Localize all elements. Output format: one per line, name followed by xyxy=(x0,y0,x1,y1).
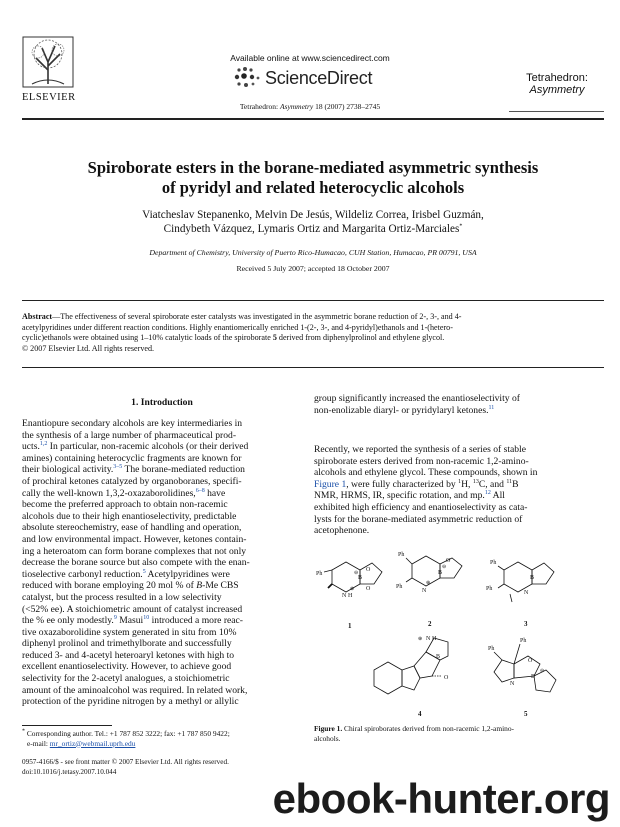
abstract-bottom-rule xyxy=(22,367,604,368)
sciencedirect-logo xyxy=(233,66,393,92)
atom-label: Ph xyxy=(316,571,323,577)
authors xyxy=(22,208,604,236)
watermark: ebook-hunter.org xyxy=(272,775,610,822)
title-line-1: Spiroborate esters in the borane-mediated asymmetric synthesis xyxy=(87,158,539,177)
journal-name xyxy=(512,72,602,96)
charge-plus: ⊕ xyxy=(426,581,431,586)
abstract-compound-ref: 5 xyxy=(272,333,277,343)
atom-label: O xyxy=(528,658,533,664)
journal-name-line2: Asymmetry xyxy=(529,84,585,96)
journal-name-line1: Tetrahedron: xyxy=(526,72,588,84)
header-divider xyxy=(22,118,604,120)
email-link[interactable]: mr_ortiz@webmail.uprh.edu xyxy=(49,738,136,748)
journal-underline xyxy=(509,111,604,112)
right-paragraph-1: group significantly increased the enantioselectivity of non-enolizable diaryl- or pyridylaryl ketones.$^{11}$ xyxy=(314,393,520,416)
atom-label: H xyxy=(348,593,353,599)
available-online-text: Available online at www.sciencedirect.com xyxy=(230,53,390,63)
citation-prefix: Tetrahedron: xyxy=(239,102,280,111)
abstract-line-1: —The effectiveness of several spiroborate ester catalysts was investigated in the asymmetric borane reduction of 2-, 3-, and 4- xyxy=(52,312,462,321)
publisher-name: ELSEVIER xyxy=(22,92,76,103)
atom-label: B xyxy=(436,654,441,660)
compound-label-3: 3 xyxy=(524,620,528,628)
figure-caption-label: Figure 1. xyxy=(314,724,343,733)
atom-label: B xyxy=(358,575,363,581)
figure-1-caption: Figure 1. Chiral spiroborates derived from non-racemic 1,2-amino- alcohols. xyxy=(314,724,514,743)
footnote: * Corresponding author. Tel.: +1 787 852 3222; fax: +1 787 850 9422; e-mail: mr_ortiz@webmail.uprh.edu xyxy=(22,728,230,748)
ref-link[interactable]: 12 xyxy=(484,490,491,497)
abstract-line-3c: derived from diphenylprolinol and ethylene glycol. xyxy=(276,333,445,343)
elsevier-logo xyxy=(22,36,76,103)
compound-2-structure xyxy=(406,556,462,586)
section-heading-introduction: 1. Introduction xyxy=(131,397,193,408)
authors-line-2: Cindybeth Vázquez, Lymaris Ortiz and Margarita Ortiz-Marciales* xyxy=(163,223,463,235)
elsevier-tree-icon xyxy=(22,36,74,88)
atom-label: N xyxy=(524,590,529,596)
abstract-line-2: acetylpyridines under different reaction conditions. Highly enantiomerically enriched 1-(2-, 3-, and 4-pyridyl)ethanols and 1-(hetero- xyxy=(22,322,453,332)
charge-minus: ⊖ xyxy=(354,571,359,576)
figure-1-link[interactable]: Figure 1 xyxy=(314,478,347,490)
compound-4-structure xyxy=(374,638,448,694)
ref-link[interactable]: 11 xyxy=(488,404,495,411)
atom-label: Ph xyxy=(490,560,497,566)
compound-label-4: 4 xyxy=(418,710,422,718)
atom-label: O xyxy=(444,675,449,681)
doi-line: doi:10.1016/j.tetasy.2007.10.044 xyxy=(22,768,117,776)
abstract-copyright: © 2007 Elsevier Ltd. All rights reserved. xyxy=(22,343,155,353)
ref-link[interactable]: 6–8 xyxy=(195,487,205,494)
ref-link[interactable]: 3–5 xyxy=(113,464,123,471)
atom-label: O xyxy=(366,567,371,573)
atom-label: O xyxy=(446,558,451,564)
compound-3-structure xyxy=(498,562,554,602)
charge-minus: ⊖ xyxy=(442,565,447,570)
compound-5-structure xyxy=(494,644,556,692)
atom-label: Ph xyxy=(486,586,493,592)
abstract xyxy=(22,312,604,354)
footnote-rule xyxy=(22,725,112,726)
ref-link[interactable]: 5 xyxy=(142,568,146,575)
atom-label: Ph xyxy=(398,552,405,558)
atom-label: Ph xyxy=(520,638,527,644)
ref-link[interactable]: 1,2 xyxy=(39,441,48,447)
citation-suffix: 18 (2007) 2738–2745 xyxy=(313,102,381,111)
atom-label: Ph xyxy=(488,646,495,652)
issn-line: 0957-4166/$ - see front matter © 2007 Elsevier Ltd. All rights reserved. xyxy=(22,758,229,766)
atom-label: N xyxy=(426,636,431,642)
abstract-line-3a: cyclic)ethanols were obtained using 1–10% catalytic loads of the spiroborate xyxy=(22,333,273,343)
citation-line xyxy=(170,102,450,111)
article-title xyxy=(22,158,604,198)
ref-link[interactable]: 9 xyxy=(113,614,117,621)
atom-label: H xyxy=(432,636,437,642)
abstract-label: Abstract xyxy=(22,312,53,321)
compound-label-2: 2 xyxy=(428,620,432,628)
ref-link[interactable]: 10 xyxy=(143,614,150,621)
atom-label: N xyxy=(422,588,427,594)
citation-journal: Asymmetry xyxy=(279,102,314,111)
title-line-2: of pyridyl and related heterocyclic alcohols xyxy=(161,178,465,197)
figure-1-structures xyxy=(314,548,604,720)
authors-line-1: Viatcheslav Stepanenko, Melvin De Jesús, Wildeliz Correa, Irisbel Guzmán, xyxy=(142,209,484,221)
charge-minus: ⊖ xyxy=(540,669,545,674)
atom-label: B xyxy=(438,570,443,576)
compound-label-1: 1 xyxy=(348,622,352,630)
right-paragraph-2: Recently, we reported the synthesis of a series of stable spiroborate esters derived from non-racemic 1,2-amino- alcohols and ethylene glycol. These compounds, shown in Figure 1, were fully characterized by $^1$H, $^{13}$C, and $^{11}$B NMR, HRMS, IR, specific rotation, and mp.$^{12}$ All exhibited high efficiency and enantioselectivity as cata- lysts for the borane-mediated asymmetric reduction of acetophenone. xyxy=(314,444,538,537)
received-dates: Received 5 July 2007; accepted 18 October 2007 xyxy=(236,264,390,273)
sciencedirect-brand: ScienceDirect xyxy=(265,68,373,88)
atom-label: N xyxy=(342,593,347,599)
compound-label-5: 5 xyxy=(524,710,528,718)
introduction-text: Enantiopure secondary alcohols are key intermediaries in the synthesis of a large number of pharmaceutical prod- ucts.$^{1,2}$ In particular, non-racemic alcohols (or their derived amines) containing heterocyclic fragments are known for their biological activity.$^{3-5}$ The borane-mediated reduction of prochiral ketones catalyzed by organoboranes, specifi- cally the well-known 1,3,2-oxazaborolidines,$^{6-8}$ have become the preferred approach to obtain non-racemic alcohols due to their high enantioselectivity, predictable absolute stereochemistry, ease of handling and operation, and low environmental impact. However, ketones contain- ing a heteroatom can form borane complexes that not only decrease the borane source but also compete with the enan- tioselective carbonyl reduction.$^5$ Acetylpyridines were reduced with borane employing 20 mol % of B-Me CBS catalyst, but the process resulted in a low selectivity (<52% ee). A stoichiometric amount of catalyst increased the % ee only modestly.$^9$ Masui$^{10}$ introduced a more reac- tive oxazaborolidine system generated in situ from 10% diphenyl prolinol and trimethylborate and successfully reduced 3- and 4-acetyl heteroaryl ketones with high to excellent enantioselectivity. However, to achieve good selectivity for the 2-acetyl analogues, a stoichiometric amount of the aminoalcohol was required. In related work, protection of the pyridine nitrogen by a methyl or allylic xyxy=(22,418,250,708)
atom-label: N xyxy=(510,681,515,687)
affiliation: Department of Chemistry, University of Puerto Rico-Humacao, CUH Station, Humacao, PR 00791, USA xyxy=(149,248,477,257)
atom-label: O xyxy=(366,586,371,592)
charge-plus: ⊕ xyxy=(350,587,355,592)
abstract-top-rule xyxy=(22,300,604,301)
sciencedirect-dots-icon xyxy=(233,66,263,90)
atom-label: B xyxy=(531,674,536,680)
atom-label: B xyxy=(530,575,535,581)
charge-plus: ⊕ xyxy=(418,637,423,642)
atom-label: Ph xyxy=(396,584,403,590)
